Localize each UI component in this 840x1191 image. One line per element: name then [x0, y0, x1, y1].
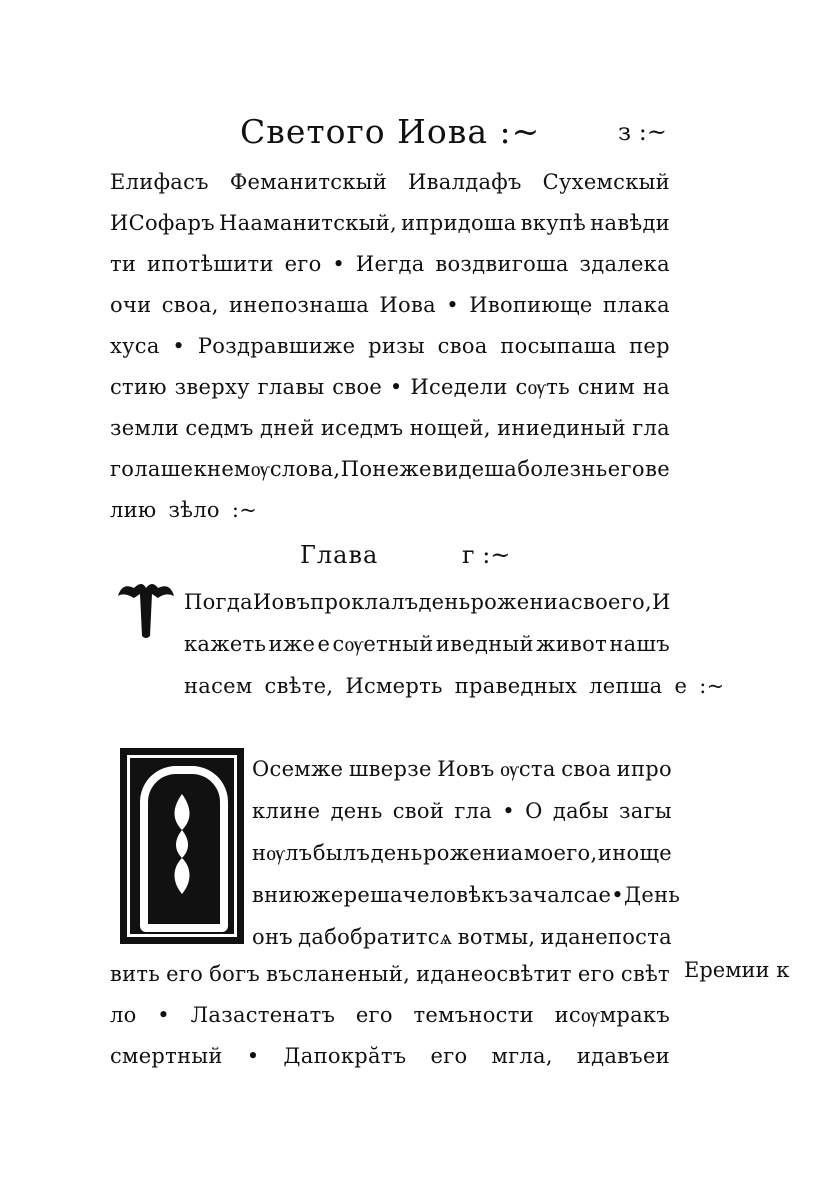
text-line: хуса • Роздравшиже ризы своа посыпаша пер — [110, 334, 670, 358]
text-line: Елифасъ Феманитскый Ивалдафъ Сухемскый — [110, 170, 670, 194]
chapter-heading — [0, 541, 840, 577]
text-line: ти ипотѣшити его • Иегда воздвигоша здалека — [110, 252, 670, 276]
chapter-text-line: Погда Иовъ проклалъ день рожениа своего, И — [184, 590, 671, 614]
chapter-number: г :~ — [462, 541, 511, 569]
chapter-text-line: вниюже реша человѣкъ зачалсае • День — [252, 883, 681, 907]
ornamental-initial-icon — [120, 748, 244, 944]
decorative-initial-icon — [112, 578, 178, 640]
text-line: очи своа, инепознаша Иова • Ивопиюще плака — [110, 293, 670, 317]
text-line: голаше кнемѹ слова, Понеже видеша болезнь его ве — [110, 457, 670, 481]
chapter-text-line: насем свѣте, Исмерть праведных лепша е :~ — [184, 674, 725, 698]
chapter-text-line: клине день свой гла • О дабы загы — [252, 799, 672, 823]
folio-number: з :~ — [618, 118, 667, 146]
running-head — [0, 112, 840, 162]
chapter-text-line: кажеть иже е сѹетный иведный живот нашъ — [184, 632, 670, 656]
chapter-text-line: смертный • Дапокрӑтъ его мгла, идавъеи — [110, 1044, 670, 1068]
text-line: стию зверху главы свое • Иседели сѹть сним на — [110, 375, 670, 399]
chapter-text-line: нѹлъ былъ день рожениа моего, иноще — [252, 841, 672, 865]
chapter-text-line: вить его богъ въсланеный, иданеосвѣтит его свѣт — [110, 962, 670, 986]
chapter-text-line: онъ дабобратитсѧ вотмы, иданепоста — [252, 925, 672, 949]
text-line: земли седмъ дней иседмъ нощей, иниединый гла — [110, 416, 670, 440]
running-title: Светого Иова :~ — [240, 112, 541, 151]
chapter-text-line: ло • Лазастенатъ его темъности исѹмракъ — [110, 1003, 670, 1027]
chapter-label: Глава — [300, 541, 379, 569]
chapter-text-line: Осемже шверзе Иовъ ѹста своа ипро — [252, 757, 672, 781]
marginal-note: Еремии к — [684, 958, 790, 982]
text-line: лию зѣло :~ — [110, 498, 258, 522]
text-line: ИСофаръ Нааманитскый, ипридоша вкупѣ навѣди — [110, 211, 670, 235]
